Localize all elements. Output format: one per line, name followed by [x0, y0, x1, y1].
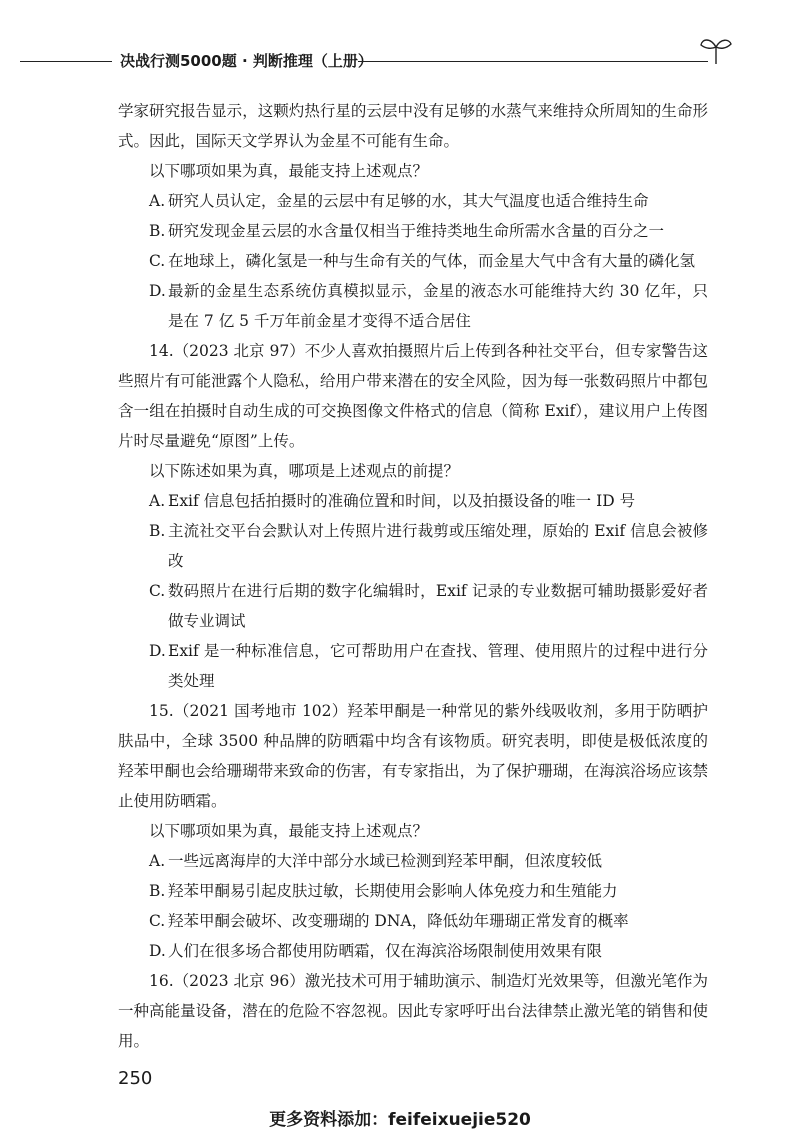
answer-option — [118, 186, 708, 216]
answer-option — [118, 846, 708, 876]
option-text: Exif 信息包括拍摄时的准确位置和时间，以及拍摄设备的唯一 ID 号 — [168, 492, 636, 510]
answer-option — [118, 636, 708, 696]
option-text: 最新的金星生态系统仿真模拟显示，金星的液态水可能维持大约 30 亿年，只是在 7 亿 5 千万年前金星才变得不适合居住 — [168, 282, 708, 330]
option-text: 研究发现金星云层的水含量仅相当于维持类地生命所需水含量的百分之一 — [168, 222, 665, 240]
option-text: Exif 是一种标准信息，它可帮助用户在查找、管理、使用照片的过程中进行分类处理 — [168, 642, 708, 690]
option-label: C. — [149, 252, 166, 270]
answer-option — [118, 576, 708, 636]
option-label: C. — [149, 582, 166, 600]
option-label: D. — [149, 642, 166, 660]
question-prompt: 以下哪项如果为真，最能支持上述观点？ — [149, 162, 429, 180]
answer-option — [118, 486, 708, 516]
question-stem: 14.（2023 北京 97）不少人喜欢拍摄照片后上传到各种社交平台，但专家警告这些照片有可能泄露个人隐私，给用户带来潜在的安全风险，因为每一张数码照片中都包含一组在拍摄时自动生成的可交换图像文件格式的信息（简称 Exif），建议用户上传图片时尽量避免“原图”上传。 — [118, 342, 708, 450]
answer-option — [118, 876, 708, 906]
option-label: B. — [149, 522, 166, 540]
option-label: B. — [149, 222, 166, 240]
answer-option — [118, 906, 708, 936]
header-rule-left — [20, 61, 112, 62]
option-label: A. — [149, 192, 166, 210]
option-text: 羟苯甲酮易引起皮肤过敏，长期使用会影响人体免疫力和生殖能力 — [168, 882, 618, 900]
option-text: 一些远离海岸的大洋中部分水域已检测到羟苯甲酮，但浓度较低 — [168, 852, 603, 870]
question-prompt: 以下哪项如果为真，最能支持上述观点？ — [149, 822, 429, 840]
option-text: 数码照片在进行后期的数字化编辑时，Exif 记录的专业数据可辅助摄影爱好者做专业调试 — [168, 582, 708, 630]
option-text: 研究人员认定，金星的云层中有足够的水，其大气温度也适合维持生命 — [168, 192, 649, 210]
option-label: B. — [149, 882, 166, 900]
page-number: 250 — [118, 1068, 153, 1089]
option-label: A. — [149, 492, 166, 510]
answer-option — [118, 936, 708, 966]
footer-watermark: 更多资料添加：feifeixuejie520 — [269, 1110, 531, 1130]
answer-option — [118, 516, 708, 576]
option-text: 人们在很多场合都使用防晒霜，仅在海滨浴场限制使用效果有限 — [168, 942, 603, 960]
question-prompt: 以下陈述如果为真，哪项是上述观点的前提？ — [149, 462, 460, 480]
answer-option — [118, 216, 708, 246]
option-text: 主流社交平台会默认对上传照片进行裁剪或压缩处理，原始的 Exif 信息会被修改 — [168, 522, 708, 570]
answer-option — [118, 246, 708, 276]
continued-paragraph: 学家研究报告显示，这颗灼热行星的云层中没有足够的水蒸气来维持众所周知的生命形式。因此，国际天文学界认为金星不可能有生命。 — [118, 102, 708, 150]
page-content — [118, 96, 708, 1056]
option-label: C. — [149, 912, 166, 930]
answer-option — [118, 276, 708, 336]
header-rule-right — [358, 61, 708, 62]
question-stem: 16.（2023 北京 96）激光技术可用于辅助演示、制造灯光效果等，但激光笔作为一种高能量设备，潜在的危险不容忽视。因此专家呼吁出台法律禁止激光笔的销售和使用。 — [118, 972, 708, 1050]
question-stem: 15.（2021 国考地市 102）羟苯甲酮是一种常见的紫外线吸收剂，多用于防晒护肤品中，全球 3500 种品牌的防晒霜中均含有该物质。研究表明，即使是极低浓度的羟苯甲酮也会给珊瑚带来致命的伤害，有专家指出，为了保护珊瑚，在海滨浴场应该禁止使用防晒霜。 — [118, 702, 708, 810]
sprout-icon — [696, 34, 736, 66]
option-label: D. — [149, 942, 166, 960]
book-title: 决战行测5000题 · 判断推理（上册） — [120, 52, 373, 70]
option-text: 羟苯甲酮会破坏、改变珊瑚的 DNA，降低幼年珊瑚正常发育的概率 — [168, 912, 629, 930]
option-label: D. — [149, 282, 166, 300]
running-header — [20, 50, 720, 70]
option-label: A. — [149, 852, 166, 870]
option-text: 在地球上，磷化氢是一种与生命有关的气体，而金星大气中含有大量的磷化氢 — [168, 252, 696, 270]
